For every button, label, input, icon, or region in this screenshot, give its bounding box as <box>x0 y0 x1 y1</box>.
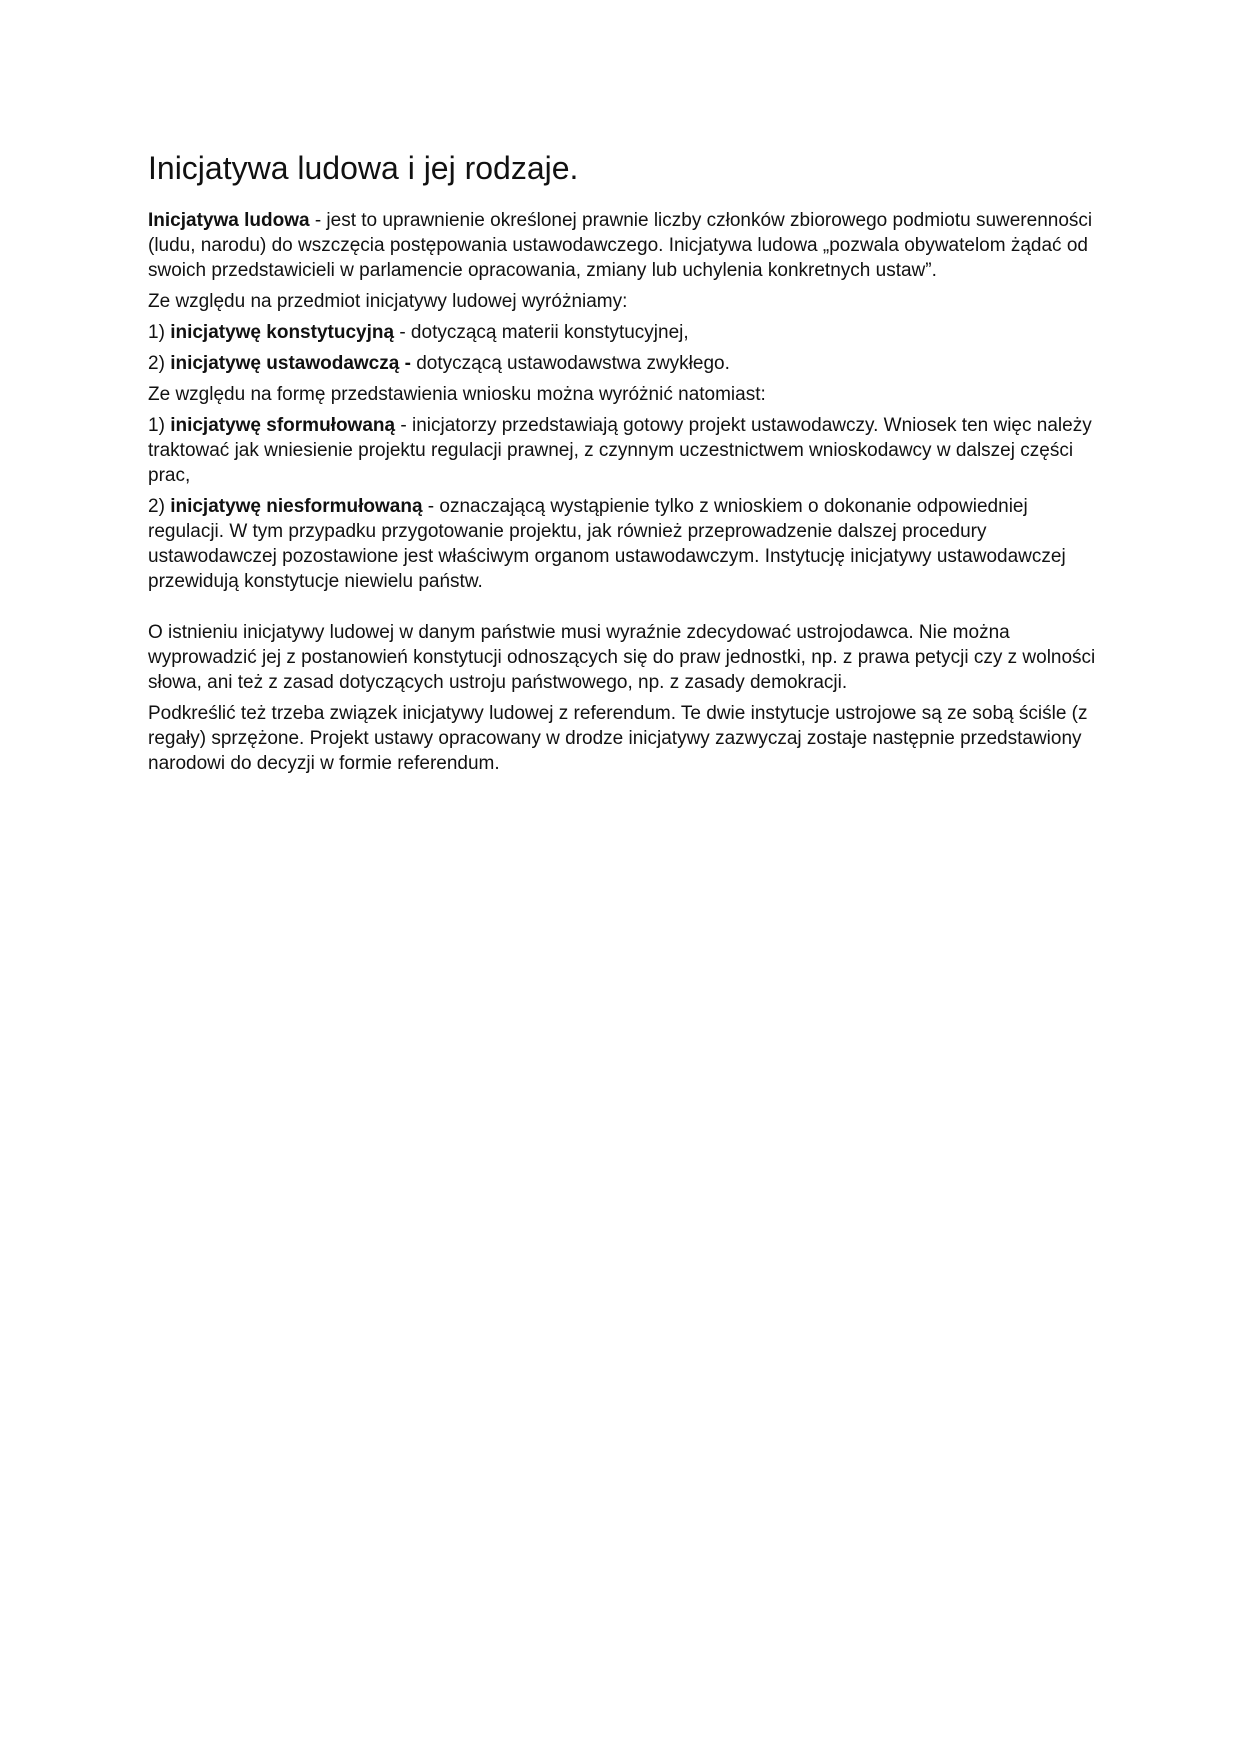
list-item-text: - oznaczającą wystąpienie tylko z wnioskiem o dokonanie odpowiedniej regulacji. W tym przypadku przygotowanie projektu, jak również przeprowadzenie dalszej procedury ustawodawczej pozostawione jest właściwym organom ustawodawczym. Instytucję inicjatywy ustawodawczej przewidują konstytucje niewielu państw. <box>148 496 1066 592</box>
definition-text: - jest to uprawnienie określonej prawnie liczby członków zbiorowego podmiotu suwerenności (ludu, narodu) do wszczęcia postępowania ustawodawczego. Inicjatywa ludowa „pozwala obywatelom żądać od swoich przedstawicieli w parlamencie opracowania, zmiany lub uchylenia konkretnych ustaw”. <box>148 210 1093 281</box>
list-item-constitutional <box>148 320 1108 345</box>
paragraph-subject-intro: Ze względu na przedmiot inicjatywy ludowej wyróżniamy: <box>148 291 628 312</box>
document-title: Inicjatywa ludowa i jej rodzaje. <box>148 150 579 186</box>
list-number: 1) <box>148 322 171 343</box>
list-item-text: - dotyczącą materii konstytucyjnej, <box>394 322 689 343</box>
paragraph-existence: O istnieniu inicjatywy ludowej w danym państwie musi wyraźnie zdecydować ustrojodawca. Nie można wyprowadzić jej z postanowień konstytucji odnoszących się do praw jednostki, np. z prawa petycji czy z wolności słowa, ani też z zasad dotyczących ustroju państwowego, np. z zasady demokracji. <box>148 622 1096 693</box>
term-constitutional: inicjatywę konstytucyjną <box>170 322 395 343</box>
term-formulated: inicjatywę sformułowaną <box>170 415 396 436</box>
list-number: 1) <box>148 415 171 436</box>
list-number: 2) <box>148 496 171 517</box>
list-item-text: - inicjatorzy przedstawiają gotowy projekt ustawodawczy. Wniosek ten więc należy traktować jak wniesienie projektu regulacji prawnej, z czynnym uczestnictwem wnioskodawcy w dalszej części prac, <box>148 415 1092 486</box>
term-inicjatywa-ludowa: Inicjatywa ludowa <box>148 210 310 231</box>
term-legislative: inicjatywę ustawodawczą - <box>170 353 411 374</box>
document-body <box>148 148 1108 782</box>
paragraph-form-intro: Ze względu na formę przedstawienia wniosku można wyróżnić natomiast: <box>148 384 766 405</box>
list-item-unformulated <box>148 494 1108 594</box>
list-item-text: dotyczącą ustawodawstwa zwykłego. <box>410 353 730 374</box>
paragraph-referendum: Podkreślić też trzeba związek inicjatywy ludowej z referendum. Te dwie instytucje ustrojowe są ze sobą ściśle (z regały) sprzężone. Projekt ustawy opracowany w drodze inicjatywy zazwyczaj zostaje następnie przedstawiony narodowi do decyzji w formie referendum. <box>148 703 1088 774</box>
term-unformulated: inicjatywę niesformułowaną <box>170 496 423 517</box>
list-item-formulated <box>148 413 1108 488</box>
paragraph-definition <box>148 208 1108 283</box>
list-item-legislative <box>148 351 1108 376</box>
list-number: 2) <box>148 353 171 374</box>
